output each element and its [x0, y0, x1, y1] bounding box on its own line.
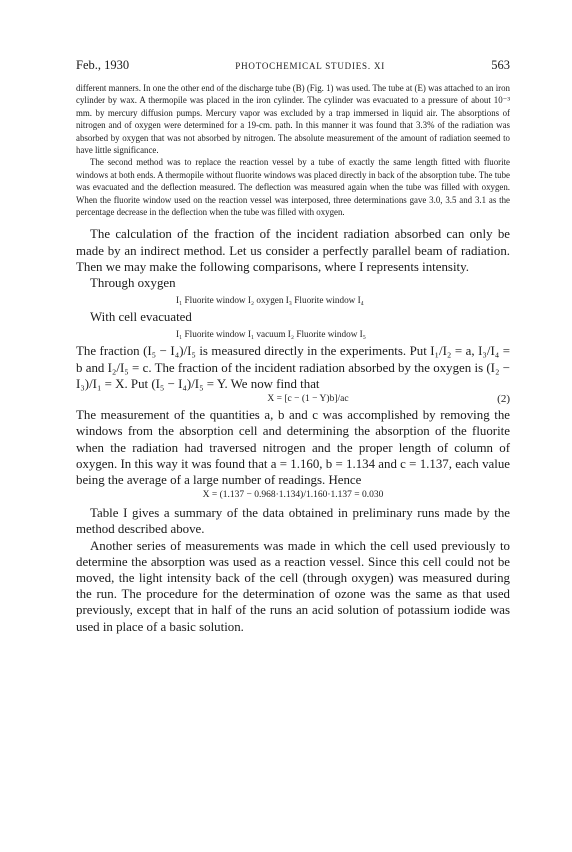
- running-header: [76, 58, 510, 73]
- through-oxygen-label: Through oxygen: [90, 276, 176, 291]
- header-title: PHOTOCHEMICAL STUDIES. XI: [235, 61, 386, 71]
- paragraph-fraction: The fraction (I₅ − I₄)/I₅ is measured directly in the experiments. Put I₁/I₂ = a, I₃/I₄ = b and I₂/I₅ = c. The fraction of the incident radiation absorbed by the oxygen is (I₂ − I₃)/I₁ = X. Put (I₅ − I₄)/I₅ = Y. We now find that: [76, 344, 510, 391]
- paragraph-another-series: Another series of measurements was made in which the cell used previously to determine the absorption was used as a reaction vessel. Since this cell could not be moved, the light intensity back of the cell (through oxygen) was measured during the run. The procedure for the determination of ozone was the same as that used previously, except that in half of the runs an acid solution of potassium iodide was used in place of a basic solution.: [76, 538, 510, 634]
- cell-evacuated-layers: I₁ Fluorite window I₁ vacuum I₂ Fluorite window I₅: [176, 329, 366, 340]
- equation-3: X = (1.137 − 0.968·1.134)/1.160·1.137 = 0.030: [202, 490, 384, 501]
- small-paragraph-2: The second method was to replace the reaction vessel by a tube of exactly the same length fitted with fluorite windows at both ends. A thermopile without fluorite windows was placed directly in back of the absorption tube. The tube was evacuated and the deflection measured. The deflection was measured again when the tube was filled with oxygen. When the fluorite window used on the reaction vessel was interposed, three determinations gave 3.0, 3.5 and 3.1 as the percentage decrease in the deflection when the tube was filled with oxygen.: [76, 157, 510, 218]
- header-date: Feb., 1930: [76, 58, 130, 72]
- cell-evacuated-label: With cell evacuated: [90, 310, 192, 325]
- equation-2: [76, 392, 510, 407]
- equation-2-number: (2): [497, 393, 510, 406]
- header-page-number: 563: [491, 58, 510, 72]
- paragraph-calculation: The calculation of the fraction of the incident radiation absorbed can only be made by an indirect method. Let us consider a perfectly parallel beam of radiation. Then we may make the following comparisons, where I represents intensity.: [76, 227, 510, 274]
- equation-2-expression: X = [c − (1 − Y)b]/ac: [267, 394, 349, 405]
- small-paragraph-1: different manners. In one the other end of the discharge tube (B) (Fig. 1) was used. The tube at (E) was attached to an iron cylinder by wax. A thermopile was placed in the iron cylinder. The cylinder was evacuated to a pressure of about 10⁻³ mm. by mercury diffusion pumps. Mercury vapor was excluded by a trap immersed in liquid air. The absorptions of nitrogen and of oxygen were determined for a 19-cm. path. In this manner it was found that 3.3% of the radiation was absorbed by oxygen that was not absorbed by nitrogen. The absolute measurement of the amount of radiation seemed to have little significance.: [76, 83, 510, 156]
- page: [76, 58, 510, 635]
- paragraph-measurement: The measurement of the quantities a, b and c was accomplished by removing the windows from the absorption cell and determining the absorption of the fluorite when the radiation had traversed nitrogen and the proper length of column of oxygen. In this way it was found that a = 1.160, b = 1.134 and c = 1.137, each value being the average of a large number of readings. Hence: [76, 408, 510, 487]
- through-oxygen-layers: I₁ Fluorite window I₂ oxygen I₃ Fluorite window I₄: [176, 295, 364, 306]
- paragraph-table: Table I gives a summary of the data obtained in preliminary runs made by the method described above.: [76, 506, 510, 537]
